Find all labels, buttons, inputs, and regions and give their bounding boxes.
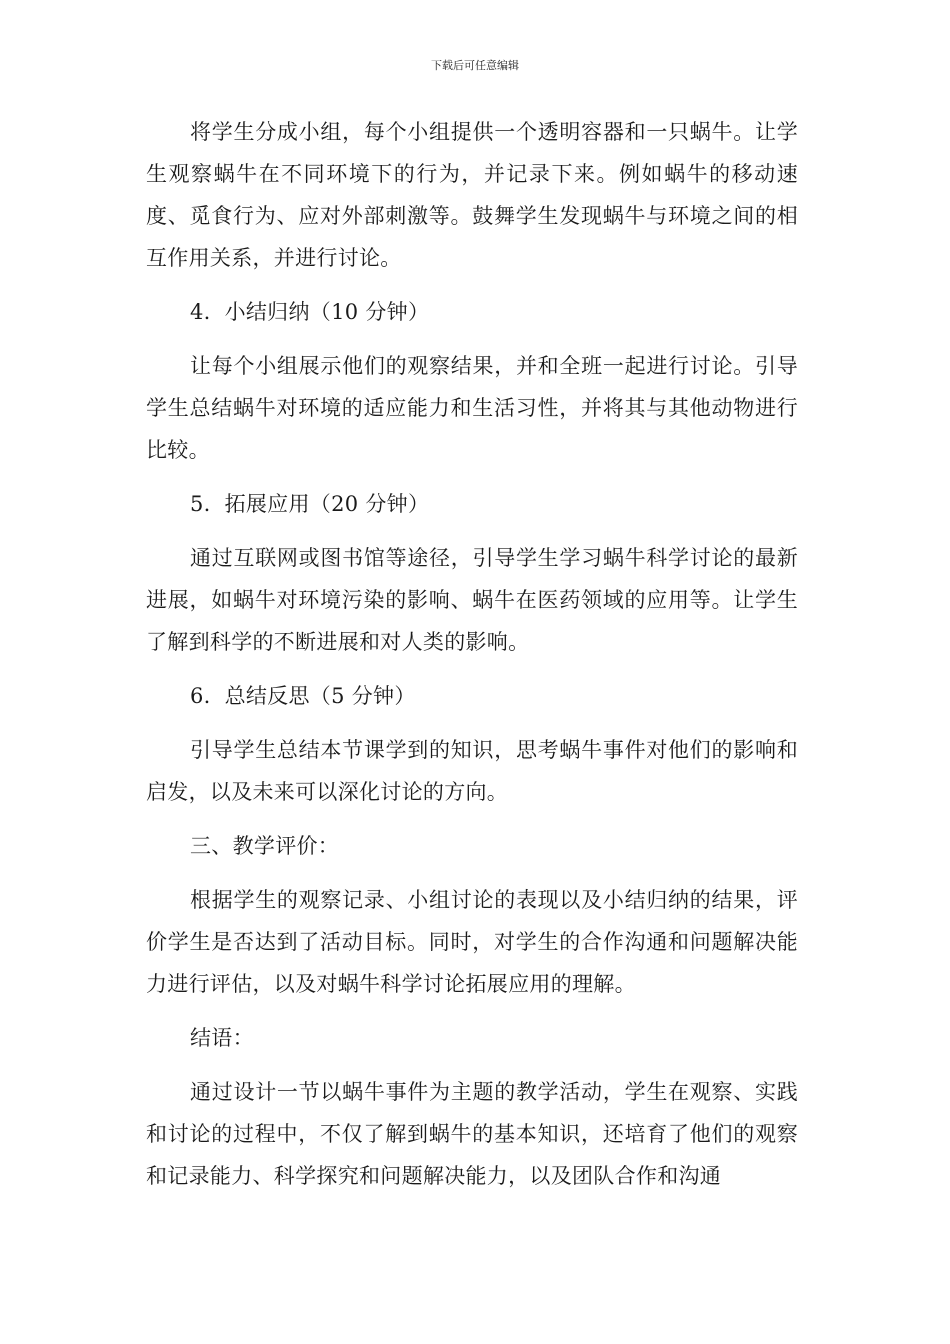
paragraph-group-activity: 将学生分成小组，每个小组提供一个透明容器和一只蜗牛。让学生观察蜗牛在不同环境下的行为，并记录下来。例如蜗牛的移动速度、觅食行为、应对外部刺激等。鼓舞学生发现蜗牛与环境之间的相互作用关系，并进行讨论。	[146, 120, 798, 270]
section-heading-conclusion: 结语：	[190, 1026, 254, 1050]
paragraph-extension: 通过互联网或图书馆等途径，引导学生学习蜗牛科学讨论的最新进展，如蜗牛对环境污染的影响、蜗牛在医药领域的应用等。让学生了解到科学的不断进展和对人类的影响。	[146, 546, 798, 654]
document-body	[146, 111, 798, 1209]
section-heading-evaluation: 三、教学评价：	[190, 834, 340, 858]
paragraph-reflection: 引导学生总结本节课学到的知识，思考蜗牛事件对他们的影响和启发，以及未来可以深化讨论的方向。	[146, 738, 798, 804]
page-header: 下载后可任意编辑	[431, 59, 519, 72]
section-heading-summary: 4. 小结归纳（10 分钟）	[190, 300, 430, 324]
section-heading-reflection: 6. 总结反思（5 分钟）	[190, 684, 416, 708]
paragraph-evaluation: 根据学生的观察记录、小组讨论的表现以及小结归纳的结果，评价学生是否达到了活动目标。同时，对学生的合作沟通和问题解决能力进行评估，以及对蜗牛科学讨论拓展应用的理解。	[146, 888, 798, 996]
paragraph-summary: 让每个小组展示他们的观察结果，并和全班一起进行讨论。引导学生总结蜗牛对环境的适应能力和生活习性，并将其与其他动物进行比较。	[146, 354, 798, 462]
paragraph-conclusion: 通过设计一节以蜗牛事件为主题的教学活动，学生在观察、实践和讨论的过程中，不仅了解到蜗牛的基本知识，还培育了他们的观察和记录能力、科学探究和问题解决能力，以及团队合作和沟通	[146, 1080, 798, 1188]
section-heading-extension: 5. 拓展应用（20 分钟）	[190, 492, 430, 516]
